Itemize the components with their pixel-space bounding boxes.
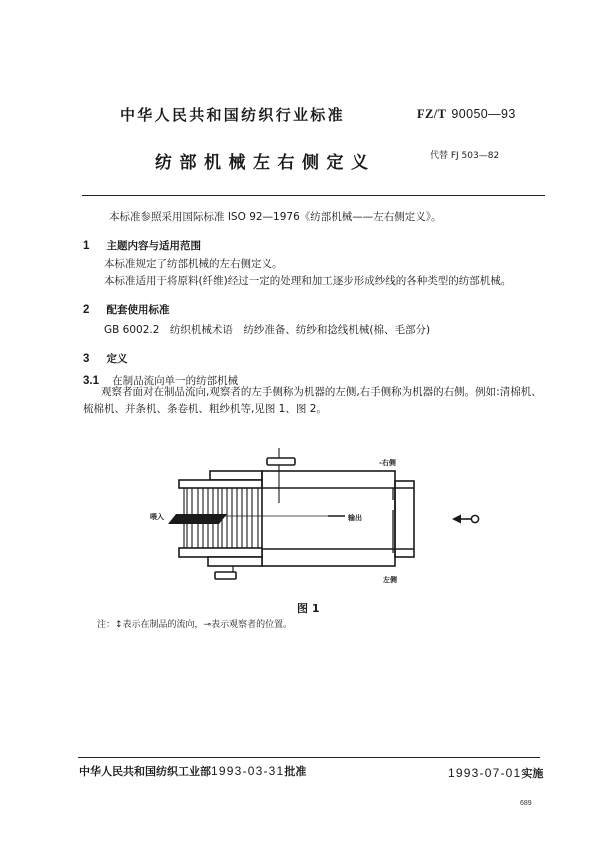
feed-in-label: 喂入: [150, 513, 164, 521]
subsection-title: 在制品流向单一的纺部机械: [112, 375, 239, 387]
footer-rule: [78, 757, 540, 758]
approval-line: [79, 763, 306, 779]
section-title: 配套使用标准: [106, 304, 170, 316]
section-number: 1: [83, 240, 90, 252]
figure-caption: 图 1: [297, 602, 320, 615]
main-body: [262, 471, 395, 566]
document-title: 纺部机械左右侧定义: [155, 153, 376, 173]
effective-suffix: 实施: [521, 767, 544, 780]
right-side-label: -右侧: [379, 459, 396, 467]
figure-note: 注：↕表示在制品的流向，⊸表示观察者的位置。: [97, 620, 293, 630]
output-label: 输出: [348, 514, 362, 522]
section-title: 定义: [106, 353, 128, 365]
intro-paragraph: 本标准参照采用国际标准 ISO 92—1976《纺部机械——左右侧定义》。: [109, 211, 442, 223]
section-1-paragraph-1: 本标准规定了纺部机械的左右侧定义。: [104, 258, 283, 270]
subsection-3-1-line-2: 梳棉机、并条机、条卷机、粗纱机等,见图 1、图 2。: [83, 403, 327, 415]
left-side-label: 左侧: [383, 576, 397, 584]
standard-code-prefix: FZ/T: [417, 107, 447, 121]
subsection-number: 3.1: [83, 375, 99, 387]
lower-knob: [215, 572, 236, 579]
page-number: 689: [520, 800, 532, 807]
upper-frame-bar: [179, 480, 262, 488]
section-2-reference: GB 6002.2 纺织机械术语 纺纱准备、纺纱和捻线机械(棉、毛部分): [104, 324, 431, 336]
section-number: 3: [83, 353, 90, 365]
right-extension: [395, 481, 414, 557]
effective-line: [448, 765, 543, 781]
top-knob: [267, 458, 295, 465]
lower-frame-bar: [179, 548, 262, 557]
replaces-standard: 代替 FJ 503—82: [430, 151, 500, 161]
standard-code-number: 90050—93: [451, 107, 516, 121]
subsection-3-1-line-1: 观察者面对在制品流向,观察者的左手侧称为机器的左侧,右手侧称为机器的右侧。例如:清棉机、: [101, 386, 542, 398]
approval-date: 1993-03-31: [211, 764, 285, 778]
approval-suffix: 批准: [284, 765, 307, 778]
upper-roller-bar: [210, 471, 262, 480]
feed-in-material: [168, 514, 227, 524]
lower-roller-bar: [208, 557, 262, 566]
section-1-paragraph-2: 本标准适用于将原料(纤维)经过一定的处理和加工逐步形成纱线的各种类型的纺部机械。: [104, 275, 512, 287]
approving-authority: 中华人民共和国纺织工业部: [79, 765, 211, 778]
issuing-authority: 中华人民共和国纺织行业标准: [120, 106, 345, 124]
section-title: 主题内容与适用范围: [106, 240, 201, 252]
effective-date: 1993-07-01: [448, 766, 522, 780]
section-number: 2: [83, 304, 90, 316]
observer-position-icon: [452, 515, 479, 524]
